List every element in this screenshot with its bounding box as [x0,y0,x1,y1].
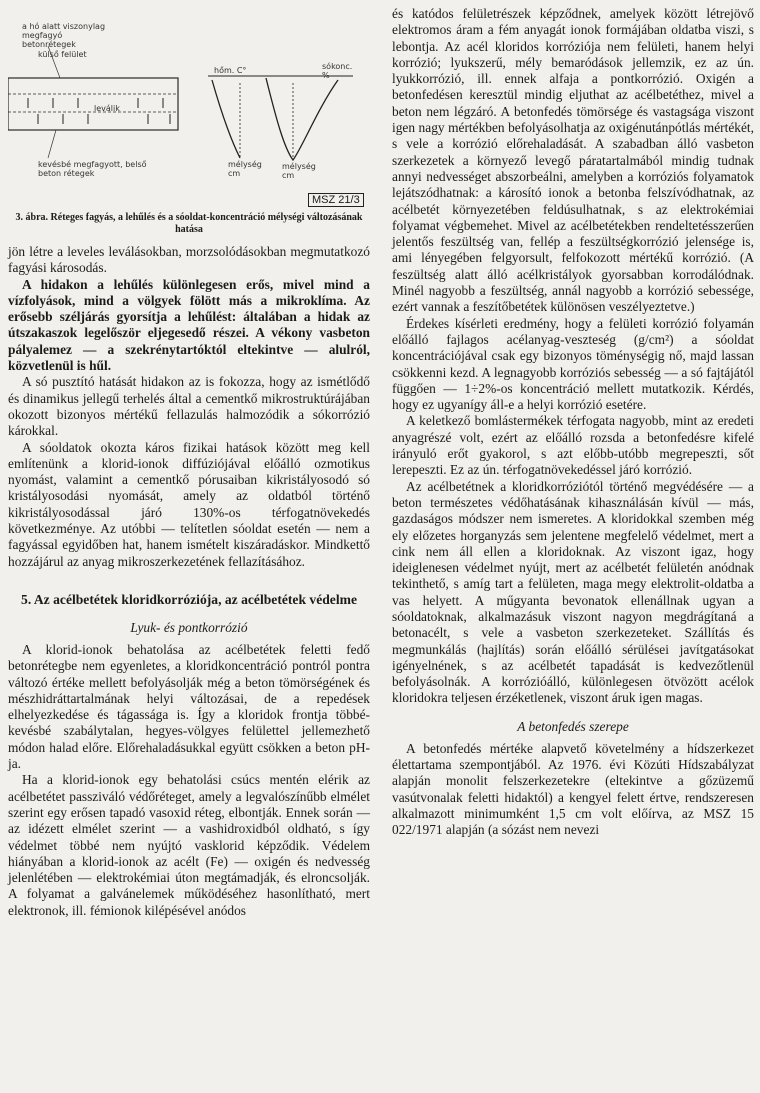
paragraph: és katódos felületrészek képződnek, amelyek között létrejövő elektromos áram a fém anyagát ionok formájában oldatba viszi, s lebontja. Az acél kloridos korróziója nem felületi, hanem helyi korrózió; lyukszerű, mély bemaródások jellemzik, ez az ún. lyukkorrózió, ill. ennek alfaja a pontkorrózió. Oxigén a betonfedésen keresztül mindig eljuthat az acélbetéthez, mivel a beton nem légzáró. A betonfedés tömörsége és vastagsága viszont igen nagy mértékben befolyásolhatja az oxigénutánpótlás mértékét, s vele a korrózió előrehaladását. A szabadban álló vasbeton szerkezetek a környező levegő páratartalmából mindig tudnak annyi nedvességet abszorbeálni, amelyben a korróziós folyamatok lejátszódhatnak: a károsító ionok a betonba felszívódhatnak, az acélbetét környezetében feldúsulhatnak, s az elektrokémiai folyamat végbemehet. Mivel az acélbetétekben rendeltetésszerűen jelentős feszültség van, fellép a feszültségkorrózió jelensége is, ami lényegében felgyorsult, felfokozott mértékű korrózió. (A feszültség alatt álló acélkristályok gyorsabban korrodálódnak. Minél nagyobb a feszültség, annál nagyobb a korrózió sebessége, ezért vannak a feszítőbetétek különösen veszélyeztetve.) [392,6,754,315]
paragraph: A keletkező bomlástermékek térfogata nagyobb, mint az eredeti anyagrészé volt, ezért az előálló rozsda a betonfedésre kifelé irányuló erőt gyakorol, s azt előbb-utóbb megrepeszti, sőt lerepeszti. Ez az ún. térfogatnövekedéssel járó korrózió. [392,413,754,478]
arrows-down [38,114,170,124]
figure-label-salt: sókonc. % [322,62,353,80]
section-heading: 5. Az acélbetétek kloridkorróziója, az acélbetétek védelme [21,591,357,607]
paragraph: Érdekes kísérleti eredmény, hogy a felületi korrózió folyamán előálló fajlagos acélanyag-veszteség (g/cm²) a sóoldat koncentrációjával csak egy bizonyos töménységig nő, majd lassan csökkenni kezd. A legnagyobb korróziós sebesség — a só fajtájától függően — 1÷2%-os koncentráció mellett mutatkozik. Kérdés, hogy ez ugyanígy áll-e a helyi korrózió esetére. [392,315,754,413]
right-column [392,6,754,839]
concrete-block [8,78,178,130]
paragraph-bold: A hidakon a lehűlés különlegesen erős, mivel mind a vízfolyások, mind a völgyek fölött más a mikroklíma. Az erősebb széljárás gyorsítja a lehűlést: általában a hidak az útszakaszok legelőször eljegesedő részei. A vékony vasbeton pályalemez — a szekrénytartóktól eltekintve — alulról, közvetlenül is hűl. [8,276,370,374]
figure-label-bottom: kevésbé megfagyott, belső beton rétegek [38,160,147,178]
left-column [8,8,370,919]
figure-label-surface: külső felület [38,50,87,59]
paragraph: jön létre a leveles leválásokban, morzsolódásokban megmutatkozó fagyási károsodás. [8,244,370,276]
salt-concentration-curve [266,78,338,160]
paragraph: Ha a klorid-ionok egy behatolási csúcs mentén elérik az acélbetétet passziváló védőréteget, amely a legvalószínűbb elmélet szerint egy erősen tapadó vasoxid réteg, elbontják. Ennek során — az idézett elmélet szerint — a vashidroxidból oldható, s így védelmet többé nem nyújtó vasklorid képződik. Védelem hiányában a klorid-ionok az acélt (Fe) — oxigén és nedvesség jelenlétében — elektrokémiai úton megtámadják, és elroncsolják. A folyamat a galvánelemek működéséhez hasonlítható, mert elektronok, ill. fémionok kilépésével anódos [8,772,370,918]
figure-label-center: leválik [94,104,120,113]
figure-label-depth-1: mélység cm [228,160,262,178]
paragraph: A klorid-ionok behatolása az acélbetétek feletti fedő betonrétegbe nem egyenletes, a kloridkoncentráció pontról pontra változó értéke mellett befolyásolják még a beton tömörségének és mészhidráttartalmának helyi változásai, de a repedések elhelyezkedése és tágassága is. Így a kloridok frontja többé-kevésbé szabálytalan, hegyes-völgyes felülettel jellemezhető módon halad előre. Előrehaladásukkal együtt csökken a beton pH-ja. [8,641,370,772]
paragraph: A betonfedés mértéke alapvető követelmény a hídszerkezet élettartama szempontjából. Az 1976. évi Közúti Hídszabályzat alapján monolit felszerkezetekre (eltekintve a gőzüzemű vasútvonalak feletti hidaktól) a kengyel felett értve, rendszeresen alkalmazott minimumként 1,5 cm volt előírva, az MSZ 15 022/1971 alapján (a sózást nem nevezi [392,740,754,838]
paragraph: A sóoldatok okozta káros fizikai hatások között meg kell említenünk a klorid-ionok diffúziójával előálló ozmotikus nyomást, valamint a cementkő pórusaiban kikristályosodó só kristályosodási nyomását, amely az oldatból történő kikristályosodással járó 130%-os térfogatnövekedés következménye. Az utóbbi — telítetlen sóoldat esetén — nem a fagyással egyidőben hat, hanem ismételt kiszáradáskor. Mindkettő hozzájárul az anyag mikroszerkezetének fellazításához. [8,439,370,569]
figure-caption: 3. ábra. Réteges fagyás, a lehűlés és a sóoldat-koncentráció mélységi változásának hatása [15,212,363,235]
figure-3 [8,8,370,208]
paragraph: Az acélbetétnek a kloridkorróziótól történő megvédésére — a beton természetes védőhatásának kihasználásán kívül — más, gazdaságos módszer nem ismeretes. A kloridokkal szemben még ely előzetes horganyzás sem jelentene megfelelő védelmet, mert a cink nem áll ellen a kloridoknak. Az viszont igaz, hogy ideiglenesen védelmet nyújt, mert az acélbetét felületén anódnak tekinthető, s amíg tart a felületen, maga megy elektrolit-oldatba a vas helyett. A műgyanta bevonatok ellenállnak ugyan a sóoldatoknak, alkalmazásuk viszont nagyon megdrágítaná a betonacélt, s vele a vasbeton szerkezeteket. Szállítás és megmunkálás (hajlítás) során előálló sérülései javítgatásokat igényelnének, s az acélbetét tapadását is kedvezőtlenül befolyásolnák. A korrózióálló, különlegesen ötvözött acélok kloridokra teljesen érzéketlenek, viszont áruk igen magas. [392,478,754,706]
subsection-heading: A betonfedés szerepe [517,718,629,734]
subsection-heading: Lyuk- és pontkorrózió [130,619,248,635]
paragraph: A só pusztító hatását hidakon az is fokozza, hogy az ismétlődő és dinamikus jellegű terhelés által a cementkő mikrostruktúrájában okozott bizonyos mértékű fellazulás halmozódik a sókorrózió károkkal. [8,374,370,439]
figure-label-depth-2: mélység cm [282,162,316,180]
temperature-curve [212,80,240,158]
figure-label-top: a hó alatt viszonylag megfagyó betonrétegek [22,22,106,49]
msz-stamp: MSZ 21/3 [308,193,364,207]
figure-label-temperature: hőm. C° [214,66,247,75]
